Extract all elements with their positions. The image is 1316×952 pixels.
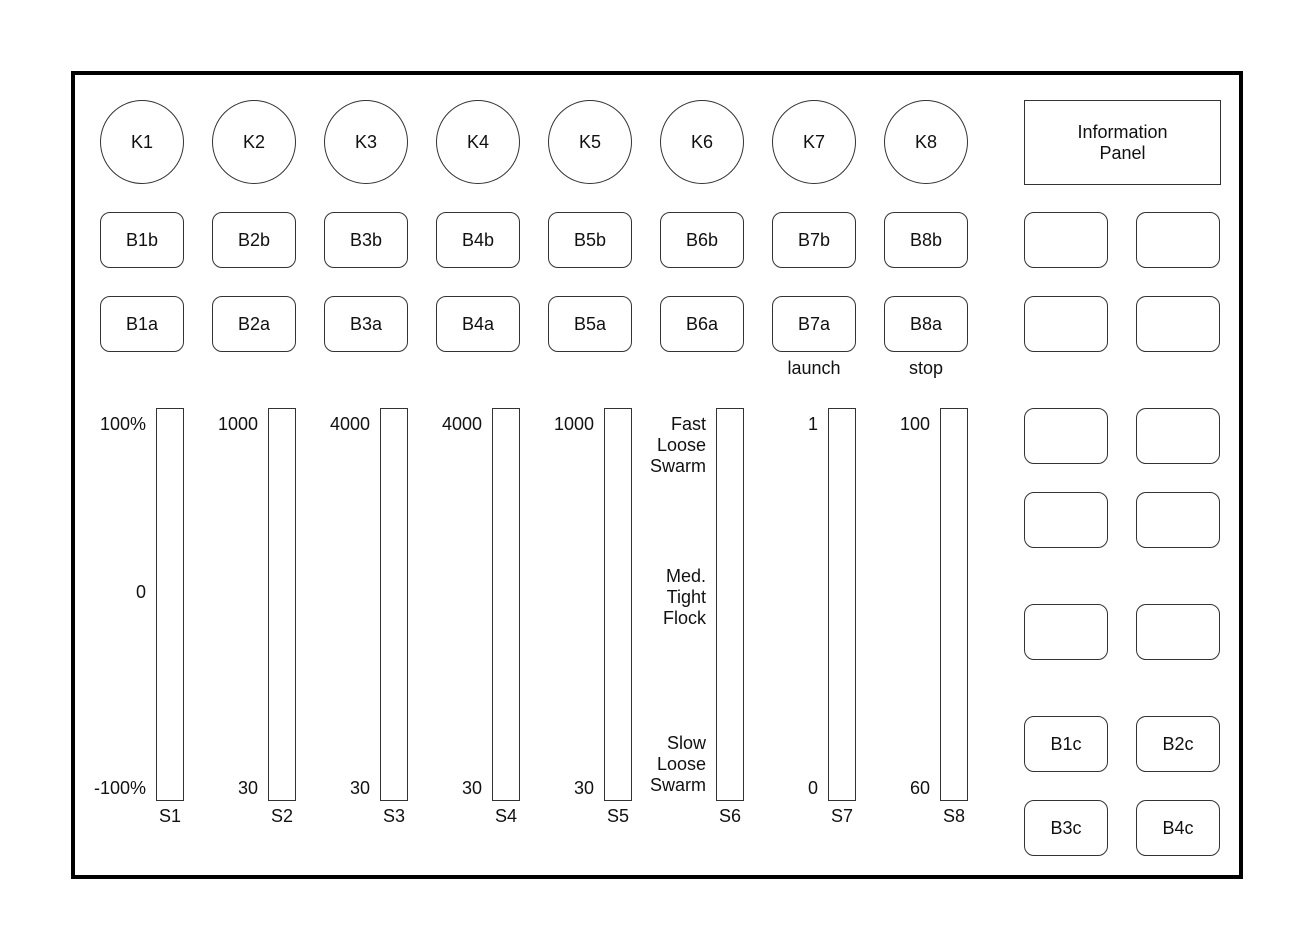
- knob-k2[interactable]: K2: [212, 100, 296, 184]
- slider-s2[interactable]: [268, 408, 296, 801]
- information-panel: Information Panel: [1024, 100, 1221, 185]
- button-b4b[interactable]: B4b: [436, 212, 520, 268]
- s7-scale-max: 1: [807, 414, 818, 434]
- knob-k7[interactable]: K7: [772, 100, 856, 184]
- right-button-6[interactable]: [1136, 408, 1220, 464]
- s6-scale-top: Fast Loose Swarm: [649, 414, 706, 476]
- slider-s4[interactable]: [492, 408, 520, 801]
- button-b4a[interactable]: B4a: [436, 296, 520, 352]
- slider-label-s5: S5: [606, 806, 630, 826]
- button-b3a[interactable]: B3a: [324, 296, 408, 352]
- right-button-9[interactable]: [1024, 604, 1108, 660]
- s1-scale-min: -100%: [93, 778, 146, 798]
- slider-label-s1: S1: [158, 806, 182, 826]
- right-button-5[interactable]: [1024, 408, 1108, 464]
- s1-scale-max: 100%: [99, 414, 146, 434]
- button-b2a[interactable]: B2a: [212, 296, 296, 352]
- s3-scale-min: 30: [349, 778, 370, 798]
- slider-s1[interactable]: [156, 408, 184, 801]
- knob-k5[interactable]: K5: [548, 100, 632, 184]
- button-b8a[interactable]: B8a: [884, 296, 968, 352]
- slider-label-s4: S4: [494, 806, 518, 826]
- slider-s7[interactable]: [828, 408, 856, 801]
- slider-s8[interactable]: [940, 408, 968, 801]
- s5-scale-min: 30: [573, 778, 594, 798]
- button-b4c[interactable]: B4c: [1136, 800, 1220, 856]
- s4-scale-min: 30: [461, 778, 482, 798]
- button-b2b[interactable]: B2b: [212, 212, 296, 268]
- button-b6b[interactable]: B6b: [660, 212, 744, 268]
- slider-label-s8: S8: [942, 806, 966, 826]
- button-b7a[interactable]: B7a: [772, 296, 856, 352]
- s6-scale-mid: Med. Tight Flock: [662, 566, 706, 628]
- right-button-2[interactable]: [1136, 212, 1220, 268]
- button-b7b[interactable]: B7b: [772, 212, 856, 268]
- s5-scale-max: 1000: [553, 414, 594, 434]
- slider-s6[interactable]: [716, 408, 744, 801]
- s8-scale-min: 60: [909, 778, 930, 798]
- right-button-10[interactable]: [1136, 604, 1220, 660]
- knob-k6[interactable]: K6: [660, 100, 744, 184]
- right-button-3[interactable]: [1024, 296, 1108, 352]
- button-b3c[interactable]: B3c: [1024, 800, 1108, 856]
- s2-scale-min: 30: [237, 778, 258, 798]
- slider-s5[interactable]: [604, 408, 632, 801]
- right-button-8[interactable]: [1136, 492, 1220, 548]
- knob-k1[interactable]: K1: [100, 100, 184, 184]
- s1-scale-mid: 0: [135, 582, 146, 602]
- right-button-7[interactable]: [1024, 492, 1108, 548]
- s8-scale-max: 100: [899, 414, 930, 434]
- slider-label-s2: S2: [270, 806, 294, 826]
- slider-s3[interactable]: [380, 408, 408, 801]
- button-b1a[interactable]: B1a: [100, 296, 184, 352]
- s4-scale-max: 4000: [441, 414, 482, 434]
- right-button-1[interactable]: [1024, 212, 1108, 268]
- knob-k8[interactable]: K8: [884, 100, 968, 184]
- s6-scale-bottom: Slow Loose Swarm: [649, 733, 706, 795]
- slider-label-s7: S7: [830, 806, 854, 826]
- button-b2c[interactable]: B2c: [1136, 716, 1220, 772]
- s2-scale-max: 1000: [217, 414, 258, 434]
- stop-label: stop: [908, 358, 944, 378]
- slider-label-s3: S3: [382, 806, 406, 826]
- button-b1c[interactable]: B1c: [1024, 716, 1108, 772]
- knob-k3[interactable]: K3: [324, 100, 408, 184]
- button-b1b[interactable]: B1b: [100, 212, 184, 268]
- launch-label: launch: [787, 358, 841, 378]
- right-button-4[interactable]: [1136, 296, 1220, 352]
- button-b5a[interactable]: B5a: [548, 296, 632, 352]
- button-b3b[interactable]: B3b: [324, 212, 408, 268]
- s3-scale-max: 4000: [329, 414, 370, 434]
- button-b8b[interactable]: B8b: [884, 212, 968, 268]
- button-b5b[interactable]: B5b: [548, 212, 632, 268]
- s7-scale-min: 0: [807, 778, 818, 798]
- knob-k4[interactable]: K4: [436, 100, 520, 184]
- button-b6a[interactable]: B6a: [660, 296, 744, 352]
- slider-label-s6: S6: [718, 806, 742, 826]
